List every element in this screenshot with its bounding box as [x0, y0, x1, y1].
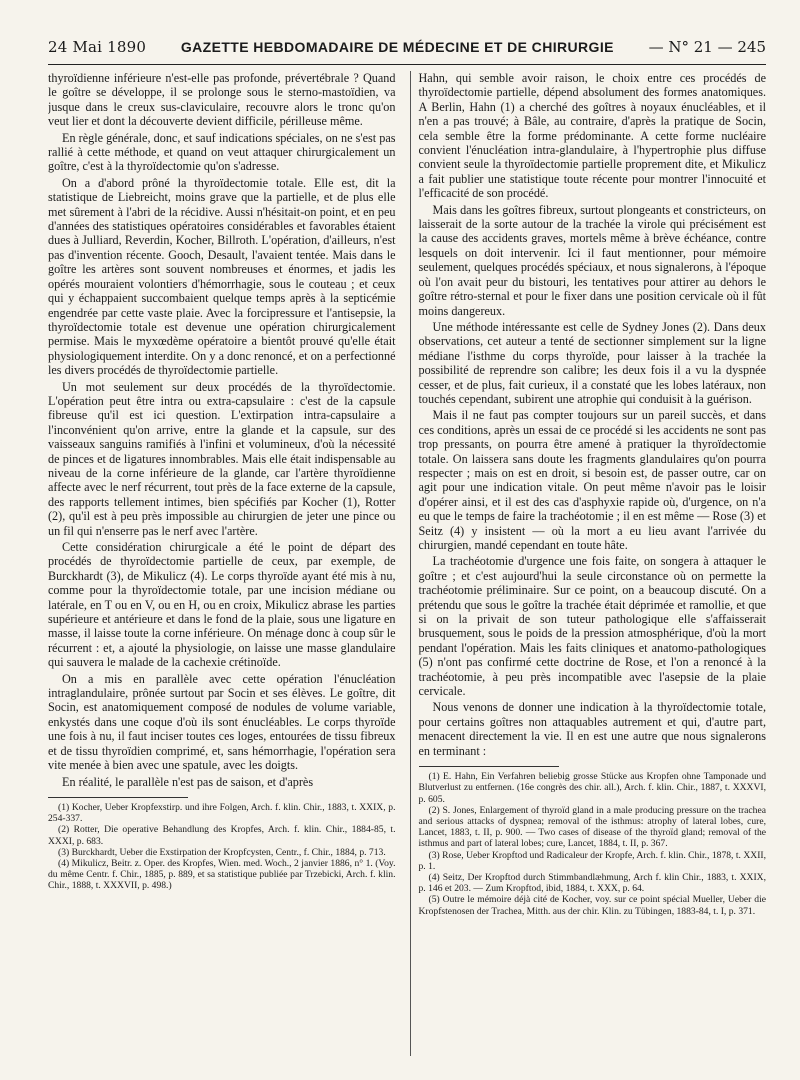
issue-page-number: — N° 21 — 245: [648, 38, 766, 56]
footnote-divider: [48, 797, 188, 798]
paragraph: thyroïdienne inférieure n'est-elle pas profonde, prévertébrale ? Quand le goître se développe, il se prolonge sous le sterno-mastoïdien, va jusque dans le creux sus-claviculaire, recouvre alors le tronc qu'on veut lier et dont la découverte devient difficile, périlleuse même.: [48, 71, 396, 129]
right-column: [410, 71, 767, 1056]
text-columns: [48, 71, 766, 1056]
paragraph: Hahn, qui semble avoir raison, le choix entre ces procédés de thyroïdectomie partielle, dépend absolument des formes anatomiques. A Berlin, Hahn (1) a cherché des goîtres à noyaux énucléables, et il n'en a pas trouvé; à Bâle, au contraire, d'après la pratique de Socin, cela semble être la forme prédominante. A cette forme nucléaire convient l'énucléation intra-glandulaire, à l'hypertrophie plus diffuse convient seule la thyroïdectomie partielle proprement dite, et Mikulicz a fait publier une statistique toute récente pour montrer l'innocuité et l'efficacité de son procédé.: [418, 71, 766, 201]
paragraph: Cette considération chirurgicale a été le point de départ des procédés de thyroïdectomie partielle de ceux, par exemple, de Burckhardt (3), de Mikulicz (4). Le corps thyroïde ayant été mis à nu, comme pour la thyroïdectomie totale, par une incision médiane ou latérale, en T ou en V, ou en H, ou en croix, Mikulicz abrase les parties supérieure et antérieure et dans le fond de la plaie, sous une ligature en masse, il laisse toute la corne inférieure. On ménage donc à coup sûr le récurrent : et, a ajouté la physiologie, on laisse une masse glandulaire qui sauvera le malade de la cachexie crétinoïde.: [48, 540, 396, 670]
issue-date: 24 Mai 1890: [48, 38, 147, 56]
footnote: (1) Kocher, Ueber Kropfexstirp. und ihre Folgen, Arch. f. klin. Chir., 1883, t. XXIX, p. 254-337.: [48, 801, 396, 825]
footnote: (4) Mikulicz, Beitr. z. Oper. des Kropfes, Wien. med. Woch., 2 janvier 1886, n° 1. (Voy. du même Centr. f. Chir., 1885, p. 889, et sa statistique publiée par Trzebicki, Arch. f. klin. Chir., 1888, t. XXXVII, p. 498.): [48, 857, 396, 892]
footnote: (4) Seitz, Der Kropftod durch Stimmbandlæhmung, Arch f. klin Chir., 1883, t. XXIX, p. 146 et 203. — Zum Kropftod, ibid, 1884, t. XXX, p. 64.: [418, 871, 766, 895]
paragraph: Une méthode intéressante est celle de Sydney Jones (2). Dans deux observations, cet auteur a tenté de sectionner simplement sur la ligne médiane l'isthme du corps thyroïde, pour laisser à la trachée la possibilité de reprendre son calibre; les deux fois il a vu la dyspnée cesser, et de plus, fait curieux, il a constaté que les lobes latéraux, non touchés cependant, subirent une atrophie qui conduisit à la guérison.: [418, 319, 766, 406]
journal-title: GAZETTE HEBDOMADAIRE DE MÉDECINE ET DE CHIRURGIE: [180, 39, 614, 55]
footnote-divider: [419, 766, 559, 767]
paragraph: Mais dans les goîtres fibreux, surtout plongeants et constricteurs, on laisserait de la sorte autour de la trachée la virole qui précisément est la cause des accidents graves, mortels même à brève échéance, contre lesquels on doit intervenir. Ici il faut mentionner, pour mémoire seulement, quelques procédés spéciaux, et nous signalerons, à l'époque où l'on avait peur du bistouri, les tentatives pour attirer au dehors le goître rétro-sternal et pour le fixer dans une position cervicale où il fût moins dangereux.: [418, 202, 766, 318]
paragraph: En réalité, le parallèle n'est pas de saison, et d'après: [62, 774, 314, 789]
footnote: (2) S. Jones, Enlargement of thyroïd gland in a male producing pressure on the trachea and serious attacks of dyspnea; removal of the isthmus: atrophy of lateral lobes, cure, Lancet, 1883, t. II, p. 900. — Two cases of disease of the thyroïd gland; removal of the isthmus and part of lateral lobes; cure, Lancet, 1884, t. II, p. 367.: [418, 804, 766, 850]
footnote: (3) Burckhardt, Ueber die Exstirpation der Kropfcysten, Centr., f. Chir., 1884, p. 713.: [58, 846, 386, 858]
footnote: (2) Rotter, Die operative Behandlung des Kropfes, Arch. f. klin. Chir., 1884-85, t. XXXI, p. 683.: [48, 824, 396, 847]
footnote: (1) E. Hahn, Ein Verfahren beliebig grosse Stücke aus Kropfen ohne Tamponade und Blutverlust zu entfernen. (16e congrès des chir. all.), Arch. f. klin. Chir., 1887, t. XXXVI, p. 605.: [418, 771, 766, 805]
paragraph: Un mot seulement sur deux procédés de la thyroïdectomie. L'opération peut être intra ou extra-capsulaire : c'est de la capsule fibreuse qu'il est ici question. L'extirpation intra-capsulaire a l'inconvénient qu'on arrive, entre la glande et la capsule, sur des vaisseaux sanguins ramifiés à l'infini et volumineux, d'où la nécessité de pinces et de ligatures innombrables. Mais elle était indispensable au niveau de la corne inférieure de la glande, car l'artère thyroïdienne affecte avec le nerf récurrent, tout près de la face externe de la capsule, des rapports tellement intimes, bien spécifiés par Kocher (1), Rotter (2), qu'il est à peu près impossible au chirurgien de jeter une pince ou un fil qui n'enserre pas le nerf avec l'artère.: [48, 379, 396, 538]
left-column: [48, 71, 396, 1056]
running-header: [48, 38, 766, 65]
paragraph: La trachéotomie d'urgence une fois faite, on songera à attaquer le goître ; et c'est aujourd'hui la seule circonstance où on permette la trachéotomie préliminaire. Sur ce point, on a beaucoup discuté. On a prétendu que sous le goître la trachée était déprimée et ramollie, et que si on la privait de son tuteur pathologique elle s'affaisserait brusquement, sous le poids de la pression atmosphérique, d'où la mort pendant l'opération. Mais les faits cliniques et anatomo-pathologiques (5) n'ont pas confirmé cette doctrine de Rose, et l'on a renoncé à la trachéotomie, à peu près incompatible avec l'asepsie de la plaie cervicale.: [418, 554, 766, 699]
paragraph: Nous venons de donner une indication à la thyroïdectomie totale, pour certains goîtres non attaquables autrement et qui, d'autre part, menacent directement la vie. Il en est une autre que nous signalerons en terminant :: [418, 700, 766, 758]
paragraph: On a d'abord prôné la thyroïdectomie totale. Elle est, dit la statistique de Liebreicht, moins grave que la partielle, et de plus elle met sûrement à l'abri de la récidive. Aussi n'hésitait-on point, et en peu d'années des statistiques opératoires considérables et favorables étaient dues à Julliard, Reverdin, Kocher, Billroth. L'opération, d'ailleurs, n'est pas d'invention récente. Gooch, Desault, l'avaient tentée. Mais dans le goître les artères sont souvent nombreuses et énormes, et jadis les opérés mouraient volontiers d'hémorrhagie, sous le couteau ; et ceux qui y échappaient succombaient quelque temps après à la septicémie engendrée par cette vaste plaie. Avec la forcipressure et l'antisepsie, la thyroïdectomie totale est devenue une opération chirurgicalement permise. Mais le myxœdème opératoire a bientôt prouvé qu'elle était physiologiquement interdite. On y a donc renoncé, et on a perfectionné les divers procédés de thyroïdectomie partielle.: [48, 175, 396, 378]
paragraph: En règle générale, donc, et sauf indications spéciales, on ne s'est pas rallié à cette méthode, et quand on veut attaquer chirurgicalement un goître, c'est à la thyroïdectomie qu'on s'adresse.: [48, 130, 396, 174]
footnote: (5) Outre le mémoire déjà cité de Kocher, voy. sur ce point spécial Mueller, Ueber die Kropfstenosen der Trachea, Mitth. aus der chir. Klin. zu Tübingen, 1883-84, t. I, p. 371.: [418, 894, 766, 917]
paragraph: Mais il ne faut pas compter toujours sur un pareil succès, et dans ces conditions, après un essai de ce procédé si les accidents ne sont pas trop pressants, on pourra être amené à pratiquer la thyroïdectomie totale. On laissera sans doute les fragments glandulaires qu'on pourra respecter ; mais on est en droit, si besoin est, de passer outre, car on agit pour une indication vitale. On peut même n'avoir pas le loisir d'opérer ainsi, et il est des cas d'asphyxie rapide où, d'urgence, on n'a eu que le temps de faire la trachéotomie ; il en est même — Rose (3) et Seitz (4) y insistent — où la mort a eu lieu avant l'arrivée du chirurgien, mandé cependant en toute hâte.: [418, 408, 766, 552]
paragraph: On a mis en parallèle avec cette opération l'énucléation intraglandulaire, prônée surtout par Socin et ses élèves. Le goître, dit Socin, est anatomiquement composé de nodules de volume variable, enkystés dans une coque d'où ils sont énucléables. Le corps thyroïde une fois à nu, il faut inciser toutes ces loges, entourées de tissu fibreux et de tissu thyroïdien comprimé, et, sans hémorrhagie, l'opération sera vite menée à bien avec une spatule, avec les doigts.: [48, 671, 396, 773]
footnote: (3) Rose, Ueber Kropftod und Radicaleur der Kropfe, Arch. f. klin. Chir., 1878, t. XXII, p. 1.: [418, 849, 766, 872]
